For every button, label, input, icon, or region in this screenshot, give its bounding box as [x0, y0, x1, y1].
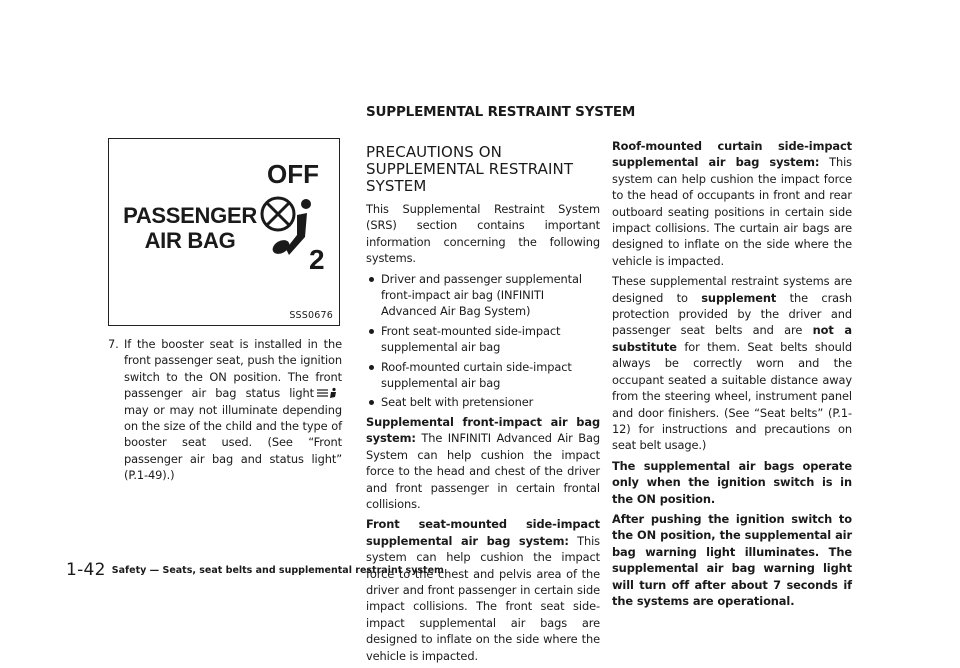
list-item: [366, 394, 600, 410]
figure-code: SSS0676: [289, 310, 333, 321]
list-item-text: Seat belt with pretensioner: [381, 395, 534, 410]
right-column: [612, 138, 852, 613]
passenger-airbag-status-icon: [316, 387, 340, 399]
figure-passenger-label: [123, 203, 257, 253]
passenger-airbag-off-icon: [259, 193, 337, 275]
list-item-text: Roof-mounted curtain side-impact supplemental air bag: [381, 359, 572, 391]
not-substitute-emphasis: not a substitute: [612, 323, 852, 354]
list-item-text: Front seat-mounted side-impact supplemental air bag: [381, 323, 561, 355]
page-footer: [66, 560, 444, 580]
ignition-note: The supplemental air bags operate only when the ignition switch is in the ON position.: [612, 458, 852, 506]
step-text-before-icon: If the booster seat is installed in the front passenger seat, push the ignition switch to the ON position. The front passenger air bag status light: [124, 337, 342, 401]
warning-light-note: After pushing the ignition switch to the ON position, the supplemental air bag warning light illuminates. The supplemental air bag warning light will turn off after about 7 seconds if the systems are operational.: [612, 511, 852, 608]
passenger-airbag-figure: [108, 138, 340, 326]
step-number: 7.: [108, 337, 119, 351]
curtain-text: This system can help cushion the impact force to the head of occupants in front and rear outboard seating positions in certain side impact collisions. The curtain air bags are designed to inflate on the side where the vehicle is impacted.: [612, 155, 852, 268]
side-impact-heading: Front seat-mounted side-impact supplemental air bag system:: [366, 517, 600, 548]
list-item: [366, 323, 600, 356]
front-impact-heading: Supplemental front-impact air bag system:: [366, 414, 600, 446]
left-column: [108, 336, 342, 484]
middle-column: [366, 144, 600, 668]
figure-off-label: OFF: [267, 159, 319, 189]
front-impact-paragraph: [366, 414, 600, 512]
section-header: SUPPLEMENTAL RESTRAINT SYSTEM: [366, 104, 636, 120]
figure-passenger-line1: PASSENGER: [123, 203, 257, 228]
list-item-text: Driver and passenger supplemental front-impact air bag (INFINITI Advanced Air Bag System): [381, 271, 582, 319]
bullet-dot-icon: [369, 329, 374, 334]
step-text: [124, 336, 342, 484]
supplement-paragraph: [612, 273, 852, 453]
supplement-text-c: the crash protection provided by the driver and passenger seat belts and are: [612, 290, 852, 338]
page-number: 1-42: [66, 560, 106, 580]
bullet-dot-icon: [369, 365, 374, 370]
curtain-heading: Roof-mounted curtain side-impact supplemental air bag system:: [612, 139, 852, 170]
intro-paragraph: This Supplemental Restraint System (SRS) section contains important information concerning the following systems.: [366, 202, 600, 266]
supplement-emphasis: supplement: [701, 290, 777, 305]
systems-list: [366, 271, 600, 411]
precautions-title: PRECAUTIONS ON SUPPLEMENTAL RESTRAINT SYSTEM: [366, 143, 574, 195]
side-impact-text: This system can help cushion the impact force to the chest and pelvis area of the driver and front passenger in certain side impact collisions. The front seat side-impact supplemental air bags are designed to inflate on the side where the vehicle is impacted.: [366, 533, 600, 663]
chapter-title: Safety — Seats, seat belts and supplemental restraint system: [111, 565, 444, 576]
supplement-text-e: for them. Seat belts should always be correctly worn and the occupant seated a suitable distance away from the steering wheel, instrument panel and door finishers. (See “Seat belts” (P.1-12) for instructions and precautions on seat belt usage.): [612, 339, 852, 453]
list-item: [366, 271, 600, 320]
bullet-dot-icon: [369, 400, 374, 405]
step-7: [108, 336, 342, 484]
bullet-dot-icon: [369, 277, 374, 282]
svg-text:2: 2: [309, 244, 325, 275]
step-text-after-icon: may or may not illuminate depending on the size of the child and the type of booster seat used. (See “Front passenger air bag and status light” (P.1-49).): [124, 402, 342, 483]
supplement-text-a: These supplemental restraint systems are designed to: [612, 274, 852, 305]
figure-passenger-line2: AIR BAG: [144, 228, 236, 253]
list-item: [366, 359, 600, 392]
side-impact-paragraph: [366, 516, 600, 664]
front-impact-text: The INFINITI Advanced Air Bag System can help cushion the impact force to the head and chest of the driver and front passenger in certain frontal collisions.: [366, 431, 600, 511]
curtain-paragraph: [612, 138, 852, 269]
